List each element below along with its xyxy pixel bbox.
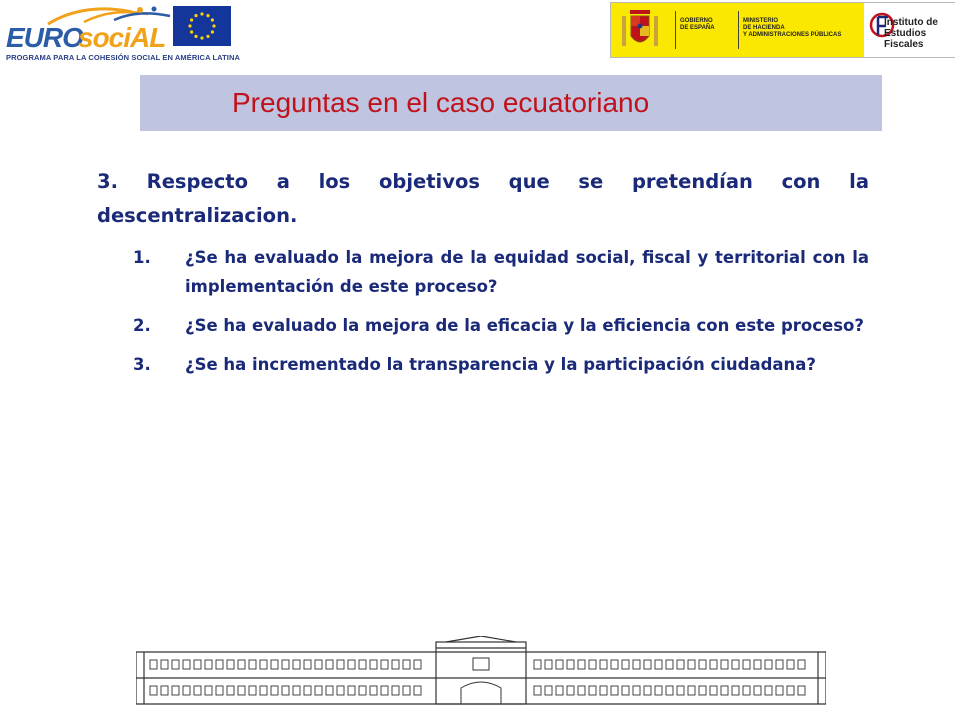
building-window [798, 660, 805, 669]
building-window [721, 686, 728, 695]
building-window [578, 660, 585, 669]
building-window [403, 660, 410, 669]
building-window [798, 686, 805, 695]
ief-label [884, 17, 956, 50]
building-window [688, 660, 695, 669]
building-window [633, 686, 640, 695]
building-window [600, 660, 607, 669]
building-window [227, 660, 234, 669]
building-window [194, 686, 201, 695]
building-window [710, 686, 717, 695]
question-number: 2. [133, 316, 151, 335]
building-window [183, 660, 190, 669]
building-window [205, 660, 212, 669]
building-window [150, 686, 157, 695]
building-window [414, 660, 421, 669]
building-window [370, 660, 377, 669]
building-window [183, 686, 190, 695]
building-window [655, 686, 662, 695]
ief-line2: Estudios Fiscales [884, 28, 927, 50]
building-window [666, 660, 673, 669]
logo-divider [738, 11, 739, 49]
building-window [326, 686, 333, 695]
building-window [754, 686, 761, 695]
building-window [545, 660, 552, 669]
building-window [271, 686, 278, 695]
building-window [161, 660, 168, 669]
building-window [150, 660, 157, 669]
logo-divider [675, 11, 676, 49]
building-window [765, 686, 772, 695]
building-window [260, 660, 267, 669]
building-window [622, 660, 629, 669]
building-window [238, 660, 245, 669]
building-window [348, 660, 355, 669]
building-window [732, 686, 739, 695]
building-window [677, 660, 684, 669]
building-window [666, 686, 673, 695]
question-item [133, 311, 869, 340]
building-window [381, 660, 388, 669]
building-window [655, 660, 662, 669]
slide-body [97, 165, 869, 389]
building-window [578, 686, 585, 695]
building-window [787, 660, 794, 669]
building-window [381, 686, 388, 695]
building-window [326, 660, 333, 669]
building-window [644, 686, 651, 695]
title-bar [140, 75, 882, 131]
building-window [337, 686, 344, 695]
building-window [688, 686, 695, 695]
building-window [754, 660, 761, 669]
wordmark-social: sociAL [78, 22, 166, 53]
building-window [556, 686, 563, 695]
building-illustration [136, 636, 826, 706]
ief-logo [864, 3, 955, 57]
question-text: ¿Se ha evaluado la mejora de la eficacia y la eficiencia con este proceso? [185, 316, 864, 335]
building-window [787, 686, 794, 695]
building-window [260, 686, 267, 695]
ministerio-line1: MINISTERIO [743, 18, 779, 24]
building-window [622, 686, 629, 695]
question-text: ¿Se ha incrementado la transparencia y la participación ciudadana? [185, 355, 816, 374]
building-window [337, 660, 344, 669]
building-window [600, 686, 607, 695]
building-window [699, 686, 706, 695]
eurosocial-tagline: PROGRAMA PARA LA COHESIÓN SOCIAL EN AMÉRICA LATINA [6, 53, 241, 62]
building-window [699, 660, 706, 669]
building-window [765, 660, 772, 669]
building-window [216, 686, 223, 695]
building-window [194, 660, 201, 669]
eu-flag-icon [173, 6, 231, 46]
gobierno-line2: DE ESPAÑA [680, 25, 715, 31]
building-window [710, 660, 717, 669]
ief-line1: Instituto de [884, 17, 938, 28]
building-window [216, 660, 223, 669]
building-window [238, 686, 245, 695]
question-item [133, 243, 869, 301]
building-window [172, 660, 179, 669]
gobierno-label [680, 18, 735, 32]
building-window [743, 660, 750, 669]
building-window [304, 660, 311, 669]
ministerio-label [743, 18, 863, 39]
building-window [227, 686, 234, 695]
building-window [644, 660, 651, 669]
building-window [534, 660, 541, 669]
building-window [304, 686, 311, 695]
ministerio-line3: Y ADMINISTRACIONES PÚBLICAS [743, 32, 842, 38]
building-window [534, 686, 541, 695]
wordmark-euro: EURO [6, 22, 83, 53]
building-window [403, 686, 410, 695]
main-point: 3. Respecto a los objetivos que se pretendían con la descentralizacion. [97, 170, 869, 227]
building-window [282, 660, 289, 669]
building-window [205, 686, 212, 695]
question-text: ¿Se ha evaluado la mejora de la equidad social, fiscal y territorial con la implementación de este proceso? [185, 248, 869, 296]
building-window [545, 686, 552, 695]
building-window [611, 660, 618, 669]
building-window [359, 686, 366, 695]
building-window [556, 660, 563, 669]
building-window [589, 686, 596, 695]
building-window [776, 686, 783, 695]
building-window [249, 686, 256, 695]
building-window [633, 660, 640, 669]
building-window [567, 660, 574, 669]
building-window [611, 686, 618, 695]
building-window [392, 686, 399, 695]
building-window [677, 686, 684, 695]
building-window [161, 686, 168, 695]
building-window [315, 686, 322, 695]
building-window [249, 660, 256, 669]
gobierno-line1: GOBIERNO [680, 18, 713, 24]
building-window [293, 660, 300, 669]
building-window [172, 686, 179, 695]
building-window [776, 660, 783, 669]
slide-title: Preguntas en el caso ecuatoriano [232, 87, 650, 118]
building-window [315, 660, 322, 669]
building-window [370, 686, 377, 695]
building-window [271, 660, 278, 669]
question-list [97, 243, 869, 379]
question-number: 1. [133, 248, 151, 267]
building-window [359, 660, 366, 669]
building-window [589, 660, 596, 669]
building-window [392, 660, 399, 669]
building-window [743, 686, 750, 695]
building-window [721, 660, 728, 669]
building-window [414, 686, 421, 695]
ministerio-line2: DE HACIENDA [743, 25, 785, 31]
question-number: 3. [133, 355, 151, 374]
gobierno-logo [610, 2, 955, 58]
eurosocial-logo [4, 4, 241, 66]
building-window [348, 686, 355, 695]
building-window [293, 686, 300, 695]
building-window [732, 660, 739, 669]
building-window [282, 686, 289, 695]
coat-of-arms-icon [619, 6, 661, 54]
question-item [133, 350, 869, 379]
building-window [567, 686, 574, 695]
